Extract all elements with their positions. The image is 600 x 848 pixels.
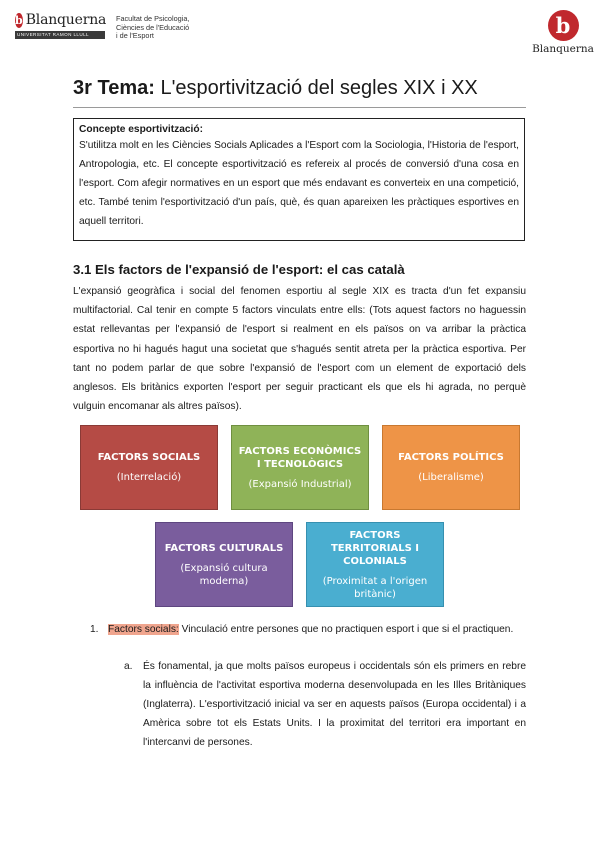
list-item: [90, 620, 526, 639]
highlighted-label: Factors socials:: [108, 624, 179, 635]
header-logo-left: [15, 12, 105, 39]
page-title: [73, 77, 478, 100]
title-prefix: 3r Tema:: [73, 77, 155, 99]
factor-subtitle: (Expansió cultura moderna): [180, 562, 268, 587]
blanquerna-logo-icon: b: [15, 13, 23, 27]
factor-political-box: [382, 425, 520, 510]
factor-title: FACTORS CULTURALS: [164, 542, 284, 554]
concept-box: [73, 118, 525, 241]
factor-subtitle: (Expansió Industrial): [248, 478, 352, 490]
sub-list-item-text: És fonamental, ja que molts països europeus i occidentals són els primers en rebre la influència de l'activitat esportiva moderna desenvolupada en les Illes Britàniques (Inglaterra). L'esportivització inicial va ser en aquests països (Europa occidental) i a Amèrica sobre tot els Estats Units. I la proximitat del territori era important en l'intercanvi de persones.: [143, 661, 526, 748]
right-logo-name: Blanquerna: [532, 43, 594, 55]
concept-text: S'utilitza molt en les Ciències Socials Aplicades a l'Esport com la Sociologia, l'Historia de l'esport, Antropologia, etc. El concepte esportivització es refereix al procés de conversió d'una cosa en l'esport. Com afegir normatives en un esport que més endavant es converteix en una competició, etc. També tenim l'esportivització d'un país, què, és quan apareixen les pràctiques esportives en aquell territori.: [79, 140, 519, 227]
blanquerna-emblem-icon: b: [548, 10, 579, 41]
list-item-body: [108, 620, 526, 639]
concept-heading: Concepte esportivització:: [79, 124, 203, 135]
factor-title: FACTORS TERRITORIALS I COLONIALS: [330, 529, 420, 567]
list-number: 1.: [90, 624, 99, 635]
list-item-text: Vinculació entre persones que no practiquen esport i que si el practiquen.: [178, 624, 514, 635]
university-bar: UNIVERSITAT RAMON LLULL: [15, 31, 105, 39]
faculty-name: [116, 15, 189, 41]
faculty-line: Facultat de Psicologia,: [116, 14, 190, 23]
factor-title: FACTORS ECONÒMICS I TECNOLÒGICS: [238, 445, 362, 470]
factor-title: FACTORS POLÍTICS: [398, 452, 504, 463]
section-paragraph: L'expansió geogràfica i social del fenomen esportiu al segle XIX es tracta d'un fet expansiu multifactorial. Cal tenir en compte 5 factors vinculats entre ells: (Tots aquest factors no haguessin estat rellevantas per l'expansió de l'esport si realment en els països on va arribar la pràctica esportiva no hi hagués hagut una societat que s'hagués sentit atreta per la pràctica esportiva. Per tant no podem parlar de que sobre l'expansió de l'esport com un element de exportació dels anglesos. Els britànics exporten l'esport per seguir practicant els que els hi agrada, no perquè vulguin encomanar als altres països).: [73, 286, 526, 413]
faculty-line: Ciències de l'Educació: [116, 22, 190, 32]
sub-list-item: [124, 657, 526, 752]
faculty-line: i de l'Esport: [116, 31, 154, 41]
section-title: 3.1 Els factors de l'expansió de l'esport: el cas català: [73, 262, 405, 277]
factor-title: FACTORS SOCIALS: [97, 452, 201, 463]
logo-name: Blanquerna: [25, 12, 107, 28]
title-divider: [73, 107, 526, 108]
factor-economic-box: [231, 425, 369, 510]
factor-cultural-box: [155, 522, 293, 607]
factor-subtitle: (Interrelació): [116, 472, 182, 483]
logo-row: [15, 12, 105, 28]
factor-subtitle: (Liberalisme): [418, 472, 484, 483]
factor-territorial-box: [306, 522, 444, 607]
header-logo-right: [530, 10, 596, 55]
title-text: L'esportivització del segles XIX i XX: [154, 77, 478, 99]
factor-social-box: [80, 425, 218, 510]
factor-subtitle: (Proximitat a l'origen britànic): [322, 575, 428, 600]
sub-list-letter: a.: [124, 661, 133, 672]
